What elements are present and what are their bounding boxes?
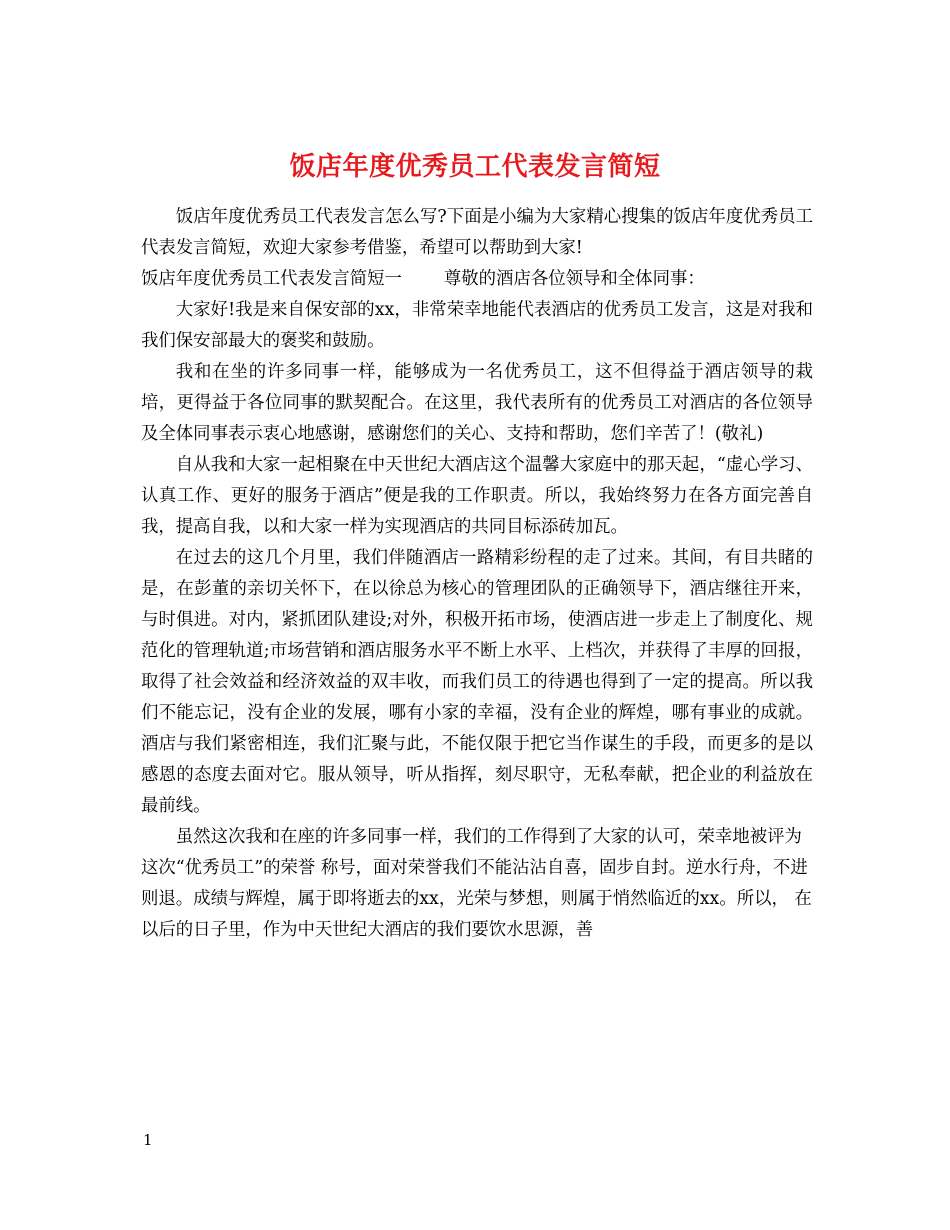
page-number: 1 — [143, 1131, 153, 1149]
section-heading-line — [141, 264, 813, 295]
salutation: 尊敬的酒店各位领导和全体同事： — [443, 269, 705, 289]
body-paragraph: 虽然这次我和在座的许多同事一样，我们的工作得到了大家的认可，荣幸地被评为这次“优秀员工”的荣誉 称号，面对荣誉我们不能沾沾自喜，固步自封。逆水行舟，不进则退。成绩与辉煌，属于即将逝去的xx，光荣与梦想，则属于悄然临近的xx。所以， 在以后的日子里，作为中天世纪大酒店的我们要饮水思源，善 — [141, 827, 812, 940]
intro-paragraph: 饭店年度优秀员工代表发言怎么写?下面是小编为大家精心搜集的饭店年度优秀员工代表发言简短，欢迎大家参考借鉴，希望可以帮助到大家! — [141, 207, 813, 258]
document-title: 饭店年度优秀员工代表发言简短 — [289, 152, 661, 183]
document-body — [141, 202, 813, 946]
body-paragraph: 在过去的这几个月里，我们伴随酒店一路精彩纷程的走了过来。其间，有目共睹的是，在彭董的亲切关怀下，在以徐总为核心的管理团队的正确领导下，酒店继往开来，与时俱进。对内，紧抓团队建设;对外，积极开拓市场，使酒店进一步走上了制度化、规范化的管理轨道;市场营销和酒店服务水平不断上水平、上档次，并获得了丰厚的回报，取得了社会效益和经济效益的双丰收，而我们员工的待遇也得到了一定的提高。所以我们不能忘记，没有企业的发展，哪有小家的幸福，没有企业的辉煌，哪有事业的成就。酒店与我们紧密相连，我们汇聚与此，不能仅限于把它当作谋生的手段，而更多的是以感恩的态度去面对它。服从领导，听从指挥，刻尽职守，无私奉献，把企业的利益放在最前线。 — [141, 548, 813, 816]
body-paragraph: 大家好!我是来自保安部的xx，非常荣幸地能代表酒店的优秀员工发言，这是对我和我们保安部最大的褒奖和鼓励。 — [141, 300, 813, 351]
section-heading: 饭店年度优秀员工代表发言简短一 — [141, 269, 402, 289]
body-paragraph: 自从我和大家一起相聚在中天世纪大酒店这个温馨大家庭中的那天起，“虚心学习、认真工作、更好的服务于酒店”便是我的工作职责。所以，我始终努力在各方面完善自我，提高自我，以和大家一样为实现酒店的共同目标添砖加瓦。 — [141, 455, 813, 537]
body-paragraph: 我和在坐的许多同事一样，能够成为一名优秀员工，这不但得益于酒店领导的栽培，更得益于各位同事的默契配合。在这里，我代表所有的优秀员工对酒店的各位领导及全体同事表示衷心地感谢，感谢您们的关心、支持和帮助，您们辛苦了！(敬礼) — [141, 362, 813, 444]
